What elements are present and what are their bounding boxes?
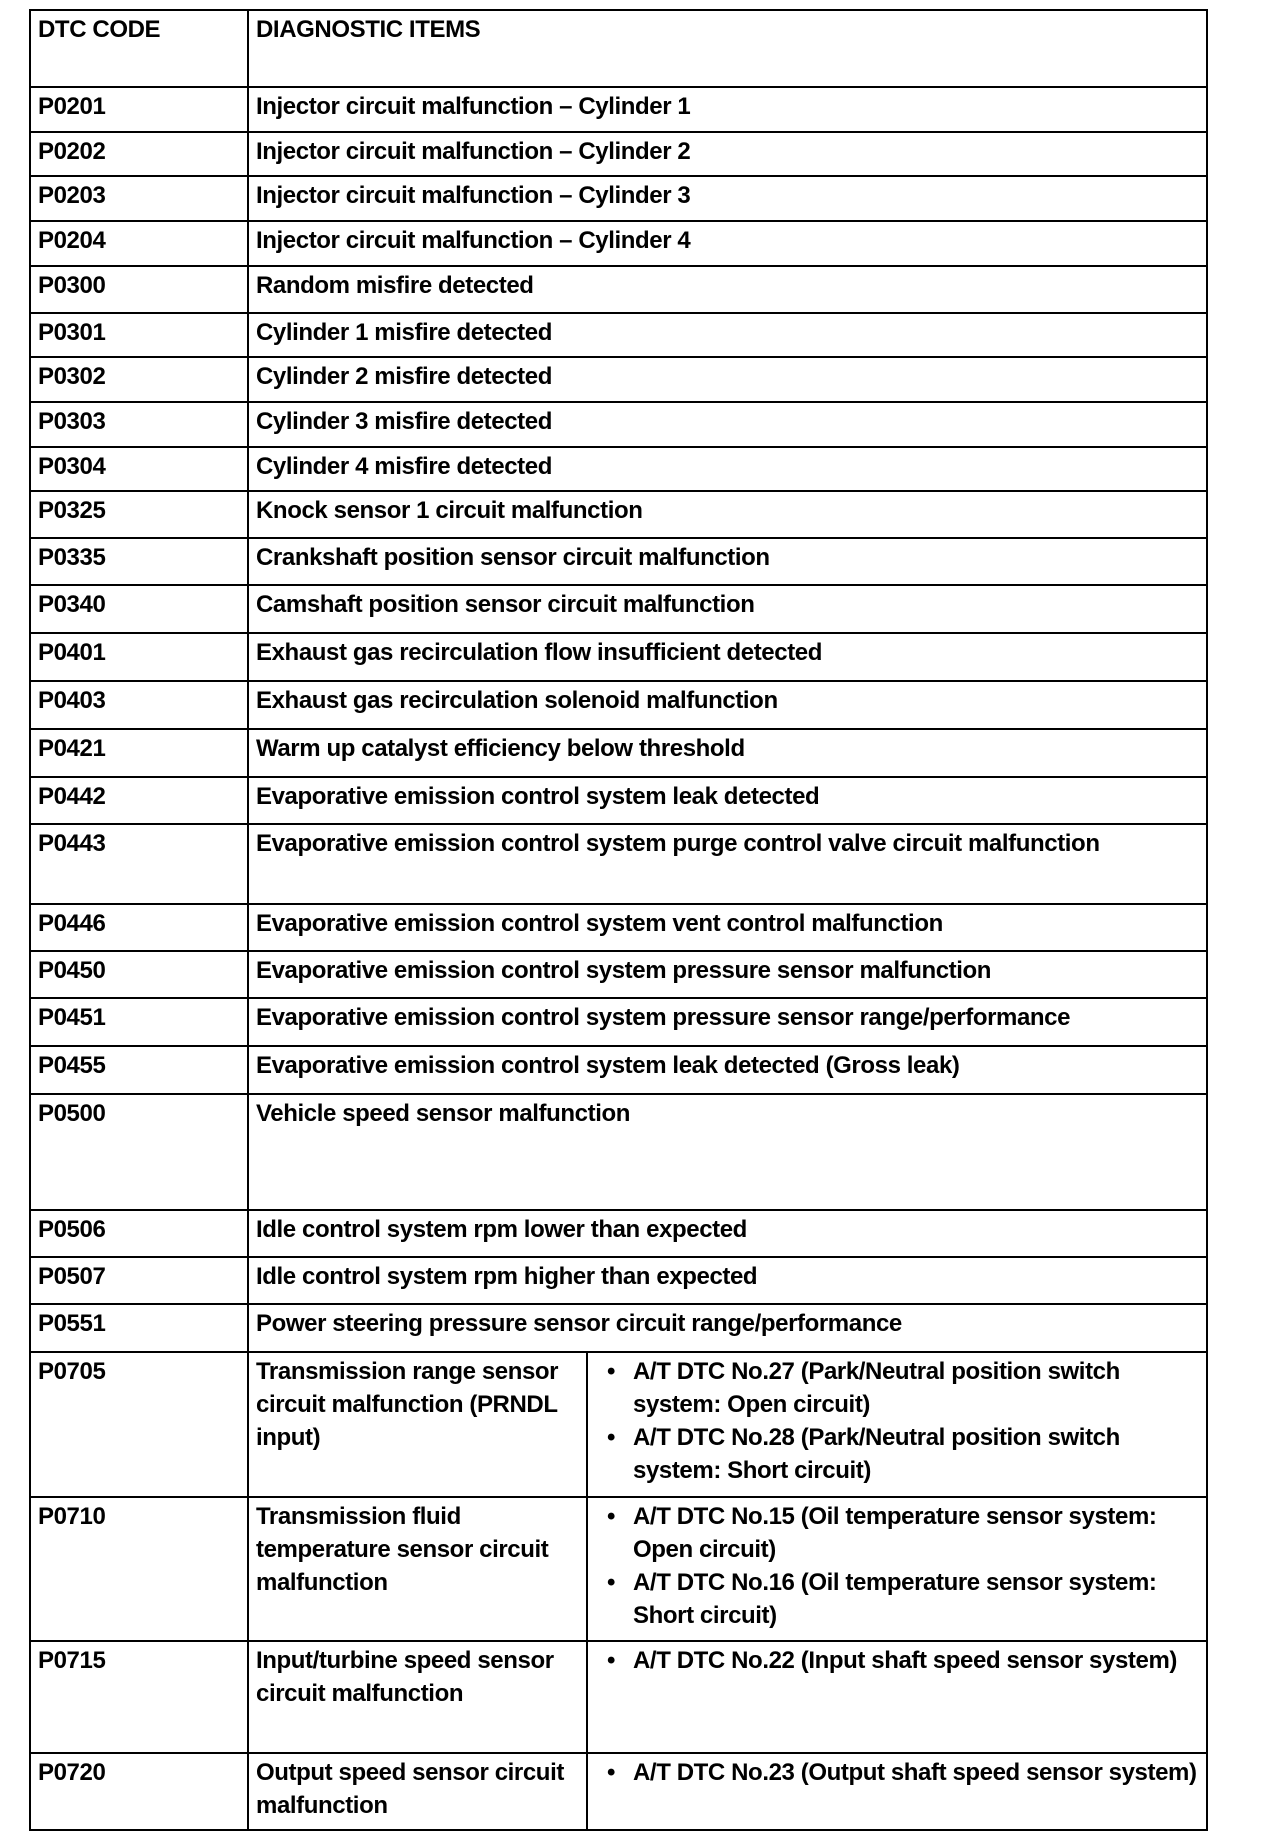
- table-row: [30, 729, 1207, 777]
- diagnostic-item: Camshaft position sensor circuit malfunction: [248, 585, 1207, 633]
- dtc-code: P0551: [30, 1304, 248, 1352]
- dtc-code: P0451: [30, 998, 248, 1046]
- table-row: [30, 491, 1207, 538]
- at-dtc-notes: [587, 1497, 1207, 1641]
- dtc-code: P0442: [30, 777, 248, 824]
- table-row: [30, 824, 1207, 904]
- diagnostic-item: Cylinder 4 misfire detected: [248, 447, 1207, 491]
- dtc-code: P0450: [30, 951, 248, 998]
- diagnostic-item: Evaporative emission control system purge control valve circuit malfunction: [248, 824, 1207, 904]
- diagnostic-item: Evaporative emission control system leak detected: [248, 777, 1207, 824]
- table-row: [30, 585, 1207, 633]
- dtc-code: P0300: [30, 266, 248, 313]
- dtc-code: P0304: [30, 447, 248, 491]
- note-item: • A/T DTC No.16 (Oil temperature sensor system: Short circuit): [633, 1566, 1200, 1632]
- diagnostic-item: Evaporative emission control system pressure sensor malfunction: [248, 951, 1207, 998]
- diagnostic-item: Evaporative emission control system vent control malfunction: [248, 904, 1207, 951]
- dtc-code: P0500: [30, 1094, 248, 1210]
- diagnostic-item: Output speed sensor circuit malfunction: [248, 1753, 587, 1830]
- table-row: [30, 132, 1207, 176]
- header-diagnostic-items: DIAGNOSTIC ITEMS: [248, 10, 1207, 87]
- diagnostic-item: Idle control system rpm lower than expected: [248, 1210, 1207, 1257]
- table-row: [30, 1046, 1207, 1094]
- diagnostic-item: Evaporative emission control system pressure sensor range/performance: [248, 998, 1207, 1046]
- table-row: [30, 447, 1207, 491]
- dtc-code: P0715: [30, 1641, 248, 1753]
- note-item: • A/T DTC No.15 (Oil temperature sensor system: Open circuit): [633, 1500, 1200, 1566]
- diagnostic-item: Vehicle speed sensor malfunction: [248, 1094, 1207, 1210]
- diagnostic-item: Input/turbine speed sensor circuit malfunction: [248, 1641, 587, 1753]
- dtc-code: P0506: [30, 1210, 248, 1257]
- table-header-row: [30, 10, 1207, 87]
- table-row: [30, 266, 1207, 313]
- note-item: • A/T DTC No.22 (Input shaft speed sensor system): [633, 1644, 1200, 1677]
- table-row: [30, 87, 1207, 132]
- diagnostic-item: Transmission fluid temperature sensor circuit malfunction: [248, 1497, 587, 1641]
- table-row: [30, 357, 1207, 402]
- table-row: [30, 538, 1207, 585]
- dtc-code: P0201: [30, 87, 248, 132]
- table-row: [30, 633, 1207, 681]
- dtc-code: P0302: [30, 357, 248, 402]
- diagnostic-item: Cylinder 3 misfire detected: [248, 402, 1207, 447]
- dtc-code: P0303: [30, 402, 248, 447]
- dtc-code: P0720: [30, 1753, 248, 1830]
- dtc-code: P0204: [30, 221, 248, 266]
- dtc-code: P0325: [30, 491, 248, 538]
- dtc-table: [29, 9, 1208, 1831]
- dtc-code: P0401: [30, 633, 248, 681]
- table-row: [30, 1257, 1207, 1304]
- dtc-code: P0421: [30, 729, 248, 777]
- dtc-code: P0301: [30, 313, 248, 357]
- table-row: [30, 681, 1207, 729]
- table-row: [30, 951, 1207, 998]
- table-row: [30, 904, 1207, 951]
- diagnostic-item: Injector circuit malfunction – Cylinder 4: [248, 221, 1207, 266]
- diagnostic-item: Power steering pressure sensor circuit range/performance: [248, 1304, 1207, 1352]
- diagnostic-item: Injector circuit malfunction – Cylinder 2: [248, 132, 1207, 176]
- diagnostic-item: Idle control system rpm higher than expected: [248, 1257, 1207, 1304]
- diagnostic-item: Injector circuit malfunction – Cylinder 1: [248, 87, 1207, 132]
- dtc-code: P0455: [30, 1046, 248, 1094]
- diagnostic-item: Knock sensor 1 circuit malfunction: [248, 491, 1207, 538]
- dtc-code: P0446: [30, 904, 248, 951]
- note-item: • A/T DTC No.28 (Park/Neutral position switch system: Short circuit): [633, 1421, 1200, 1487]
- table-row: [30, 1497, 1207, 1641]
- diagnostic-item: Exhaust gas recirculation flow insufficient detected: [248, 633, 1207, 681]
- diagnostic-item: Transmission range sensor circuit malfunction (PRNDL input): [248, 1352, 587, 1497]
- dtc-code: P0203: [30, 176, 248, 221]
- note-item: • A/T DTC No.27 (Park/Neutral position switch system: Open circuit): [633, 1355, 1200, 1421]
- dtc-code: P0340: [30, 585, 248, 633]
- dtc-code: P0335: [30, 538, 248, 585]
- table-row: [30, 1304, 1207, 1352]
- dtc-code: P0710: [30, 1497, 248, 1641]
- dtc-code: P0403: [30, 681, 248, 729]
- table-row: [30, 176, 1207, 221]
- header-dtc-code: DTC CODE: [30, 10, 248, 87]
- dtc-code: P0202: [30, 132, 248, 176]
- diagnostic-item: Warm up catalyst efficiency below threshold: [248, 729, 1207, 777]
- diagnostic-item: Evaporative emission control system leak detected (Gross leak): [248, 1046, 1207, 1094]
- dtc-code: P0507: [30, 1257, 248, 1304]
- diagnostic-item: Cylinder 2 misfire detected: [248, 357, 1207, 402]
- table-row: [30, 998, 1207, 1046]
- note-item: • A/T DTC No.23 (Output shaft speed sensor system): [633, 1756, 1200, 1789]
- diagnostic-item: Exhaust gas recirculation solenoid malfunction: [248, 681, 1207, 729]
- diagnostic-item: Cylinder 1 misfire detected: [248, 313, 1207, 357]
- at-dtc-notes: [587, 1352, 1207, 1497]
- table-row: [30, 777, 1207, 824]
- diagnostic-item: Injector circuit malfunction – Cylinder 3: [248, 176, 1207, 221]
- table-row: [30, 402, 1207, 447]
- table-row: [30, 1210, 1207, 1257]
- table-row: [30, 221, 1207, 266]
- table-row: [30, 1641, 1207, 1753]
- diagnostic-item: Crankshaft position sensor circuit malfunction: [248, 538, 1207, 585]
- dtc-code: P0705: [30, 1352, 248, 1497]
- table-row: [30, 1094, 1207, 1210]
- at-dtc-notes: [587, 1753, 1207, 1830]
- diagnostic-item: Random misfire detected: [248, 266, 1207, 313]
- table-row: [30, 1753, 1207, 1830]
- dtc-code: P0443: [30, 824, 248, 904]
- table-row: [30, 313, 1207, 357]
- at-dtc-notes: [587, 1641, 1207, 1753]
- table-row: [30, 1352, 1207, 1497]
